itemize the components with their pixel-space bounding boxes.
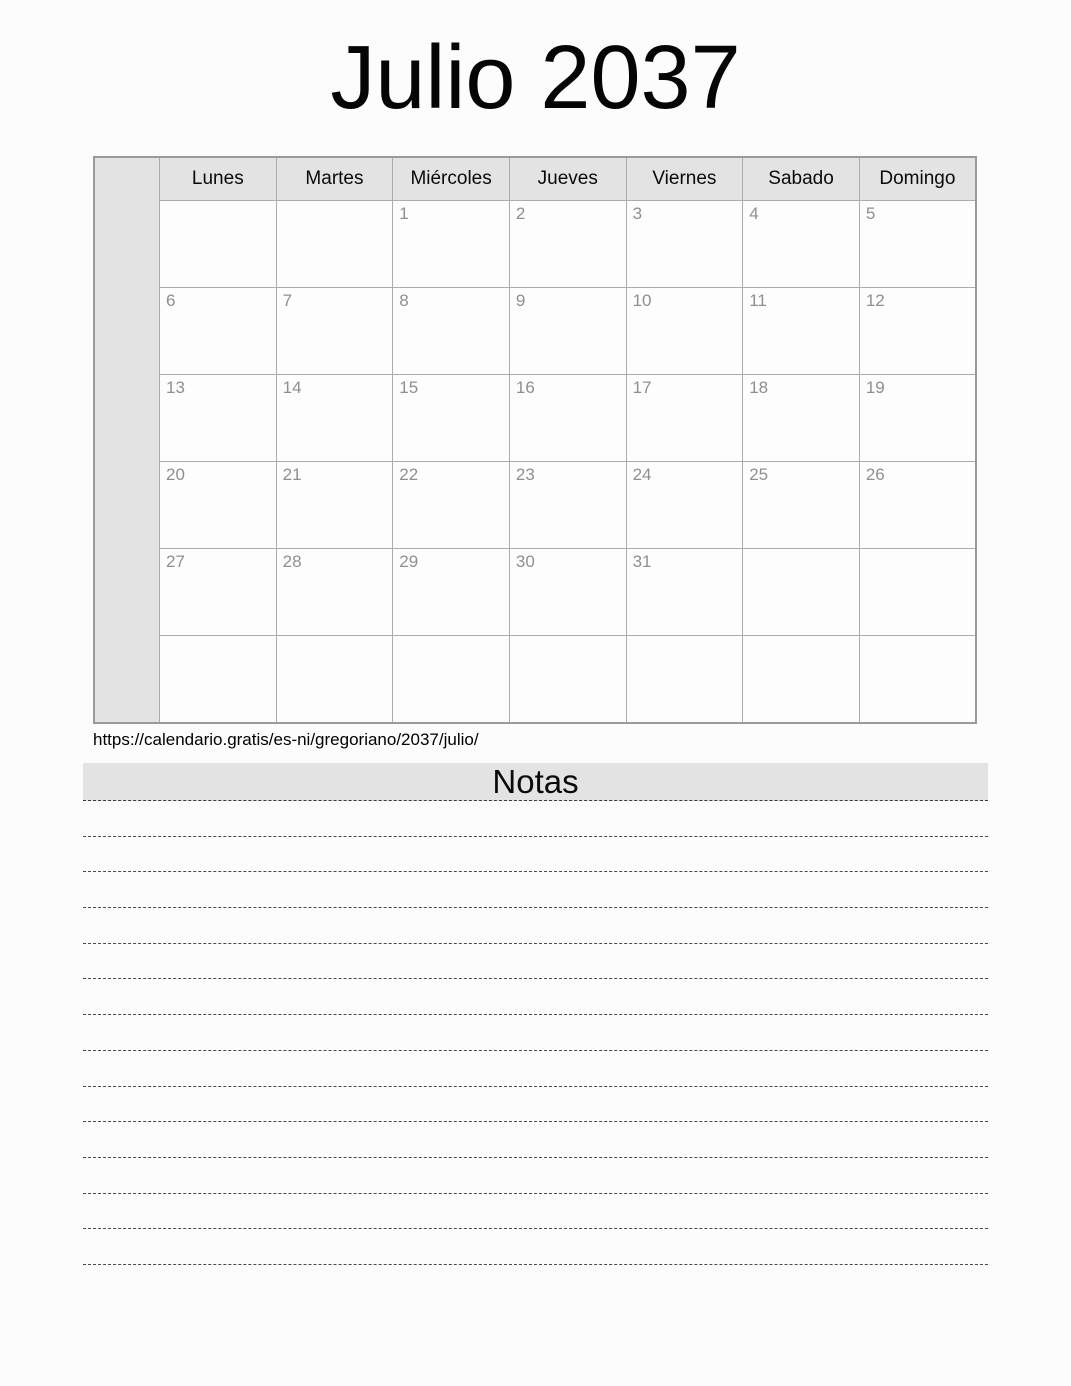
day-cell: 10 [626, 288, 743, 375]
day-cell [276, 201, 393, 288]
source-url-text: https://calendario.gratis/es-ni/gregoriano/2037/julio/ [93, 730, 479, 749]
day-cell: 26 [859, 462, 976, 549]
day-cell: 1 [393, 201, 510, 288]
day-cell: 17 [626, 375, 743, 462]
day-cell: 7 [276, 288, 393, 375]
day-cell: 18 [743, 375, 860, 462]
note-line [83, 908, 988, 944]
note-line [83, 1194, 988, 1230]
weekday-header-wednesday: Miércoles [393, 157, 510, 201]
day-cell [859, 636, 976, 724]
note-line [83, 872, 988, 908]
calendar-header-row [94, 157, 976, 201]
calendar-week-row [94, 288, 976, 375]
note-line [83, 1051, 988, 1087]
note-line [83, 1158, 988, 1194]
day-cell: 4 [743, 201, 860, 288]
day-cell: 15 [393, 375, 510, 462]
day-cell [859, 549, 976, 636]
note-line [83, 837, 988, 873]
note-lines [83, 801, 988, 1265]
notes-section [83, 763, 988, 1265]
day-cell: 23 [509, 462, 626, 549]
note-line [83, 1087, 988, 1123]
note-line [83, 1122, 988, 1158]
day-cell: 24 [626, 462, 743, 549]
calendar-week-row [94, 201, 976, 288]
calendar-week-row [94, 549, 976, 636]
note-line [83, 979, 988, 1015]
day-cell: 2 [509, 201, 626, 288]
day-cell [393, 636, 510, 724]
day-cell: 22 [393, 462, 510, 549]
day-cell [160, 636, 277, 724]
note-line [83, 801, 988, 837]
day-cell: 8 [393, 288, 510, 375]
day-cell: 25 [743, 462, 860, 549]
day-cell: 30 [509, 549, 626, 636]
note-line [83, 944, 988, 980]
day-cell: 20 [160, 462, 277, 549]
weekday-header-monday: Lunes [160, 157, 277, 201]
day-cell: 28 [276, 549, 393, 636]
weekday-header-saturday: Sabado [743, 157, 860, 201]
calendar-week-row [94, 375, 976, 462]
day-cell [626, 636, 743, 724]
calendar-table [93, 156, 977, 724]
day-cell: 11 [743, 288, 860, 375]
note-line [83, 1015, 988, 1051]
day-cell: 16 [509, 375, 626, 462]
day-cell: 13 [160, 375, 277, 462]
day-cell [743, 549, 860, 636]
calendar-week-row [94, 462, 976, 549]
day-cell [743, 636, 860, 724]
weekday-header-tuesday: Martes [276, 157, 393, 201]
weekday-header-friday: Viernes [626, 157, 743, 201]
day-cell [160, 201, 277, 288]
note-line [83, 1229, 988, 1265]
day-cell: 9 [509, 288, 626, 375]
day-cell [276, 636, 393, 724]
day-cell [509, 636, 626, 724]
day-cell: 19 [859, 375, 976, 462]
day-cell: 27 [160, 549, 277, 636]
page-title: Julio 2037 [330, 28, 741, 128]
day-cell: 21 [276, 462, 393, 549]
weekday-header-sunday: Domingo [859, 157, 976, 201]
day-cell: 29 [393, 549, 510, 636]
weekday-header-thursday: Jueves [509, 157, 626, 201]
day-cell: 12 [859, 288, 976, 375]
day-cell: 5 [859, 201, 976, 288]
day-cell: 6 [160, 288, 277, 375]
calendar-week-row [94, 636, 976, 724]
week-number-column [94, 157, 160, 723]
day-cell: 3 [626, 201, 743, 288]
notes-title: Notas [83, 763, 988, 801]
day-cell: 31 [626, 549, 743, 636]
day-cell: 14 [276, 375, 393, 462]
